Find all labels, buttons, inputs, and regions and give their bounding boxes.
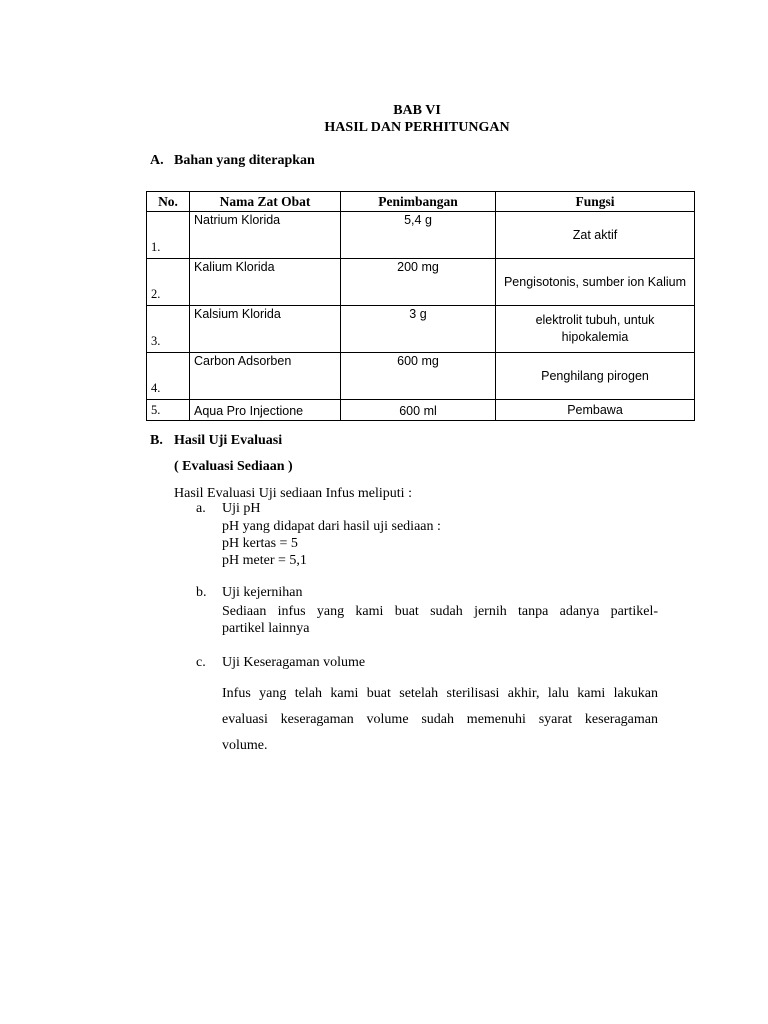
- cell-nama: Natrium Klorida: [190, 212, 341, 259]
- item-b-line: partikel lainnya: [222, 621, 310, 636]
- table-row: [147, 306, 695, 353]
- cell-no: 1.: [147, 212, 190, 259]
- section-a-heading: [150, 153, 315, 169]
- item-c-body: [222, 681, 658, 759]
- intro-text: Hasil Evaluasi Uji sediaan Infus meliputi :: [174, 486, 412, 501]
- item-b-body: [222, 603, 658, 637]
- header-penimbangan: Penimbangan: [341, 192, 496, 212]
- item-a-heading: [196, 501, 261, 517]
- header-fungsi: Fungsi: [496, 192, 695, 212]
- cell-fungsi: Pembawa: [496, 400, 695, 421]
- cell-nama: Kalsium Klorida: [190, 306, 341, 353]
- cell-fungsi: Zat aktif: [496, 212, 695, 259]
- item-a-letter: a.: [196, 501, 206, 516]
- cell-no: 5.: [147, 400, 190, 421]
- cell-penimbangan: 600 ml: [341, 400, 496, 421]
- table-row: [147, 353, 695, 400]
- cell-nama: Carbon Adsorben: [190, 353, 341, 400]
- item-c-heading: [196, 655, 365, 671]
- section-a-title: Bahan yang diterapkan: [174, 153, 315, 168]
- item-c-line: Infus yang telah kami buat setelah sterilisasi akhir, lalu kami lakukan: [222, 686, 658, 701]
- cell-penimbangan: 3 g: [341, 306, 496, 353]
- item-b-title: Uji kejernihan: [222, 585, 303, 600]
- cell-nama: Kalium Klorida: [190, 259, 341, 306]
- item-c-title: Uji Keseragaman volume: [222, 655, 366, 670]
- cell-no: 2.: [147, 259, 190, 306]
- section-b-title: Hasil Uji Evaluasi: [174, 433, 283, 448]
- table-row: [147, 400, 695, 421]
- item-a-line: pH meter = 5,1: [222, 553, 307, 568]
- item-b-letter: b.: [196, 585, 207, 600]
- cell-no: 3.: [147, 306, 190, 353]
- item-a-body: [222, 518, 441, 569]
- materials-table: [146, 191, 695, 421]
- section-a-number: A.: [150, 153, 164, 168]
- section-b-subtitle: ( Evaluasi Sediaan ): [174, 459, 293, 474]
- item-b-heading: [196, 585, 302, 601]
- cell-penimbangan: 600 mg: [341, 353, 496, 400]
- chapter-title: HASIL DAN PERHITUNGAN: [324, 120, 510, 135]
- item-a-line: pH yang didapat dari hasil uji sediaan :: [222, 519, 441, 534]
- header-no: No.: [147, 192, 190, 212]
- item-c-line: evaluasi keseragaman volume sudah memenuhi syarat keseragaman: [222, 712, 658, 727]
- cell-no: 4.: [147, 353, 190, 400]
- cell-nama: Aqua Pro Injectione: [190, 400, 341, 421]
- cell-penimbangan: 200 mg: [341, 259, 496, 306]
- item-a-line: pH kertas = 5: [222, 536, 298, 551]
- table-header-row: [147, 192, 695, 212]
- chapter-number: BAB VI: [393, 103, 441, 118]
- header-nama: Nama Zat Obat: [190, 192, 341, 212]
- table-row: [147, 259, 695, 306]
- item-a-title: Uji pH: [222, 501, 261, 516]
- section-b-number: B.: [150, 433, 163, 448]
- cell-fungsi: elektrolit tubuh, untuk hipokalemia: [496, 306, 695, 353]
- item-b-line: Sediaan infus yang kami buat sudah jernih tanpa adanya partikel-: [222, 604, 658, 619]
- cell-penimbangan: 5,4 g: [341, 212, 496, 259]
- cell-fungsi: Pengisotonis, sumber ion Kalium: [496, 259, 695, 306]
- section-b-heading: [150, 433, 282, 449]
- item-c-line: volume.: [222, 738, 268, 753]
- cell-fungsi: Penghilang pirogen: [496, 353, 695, 400]
- table-row: [147, 212, 695, 259]
- item-c-letter: c.: [196, 655, 206, 670]
